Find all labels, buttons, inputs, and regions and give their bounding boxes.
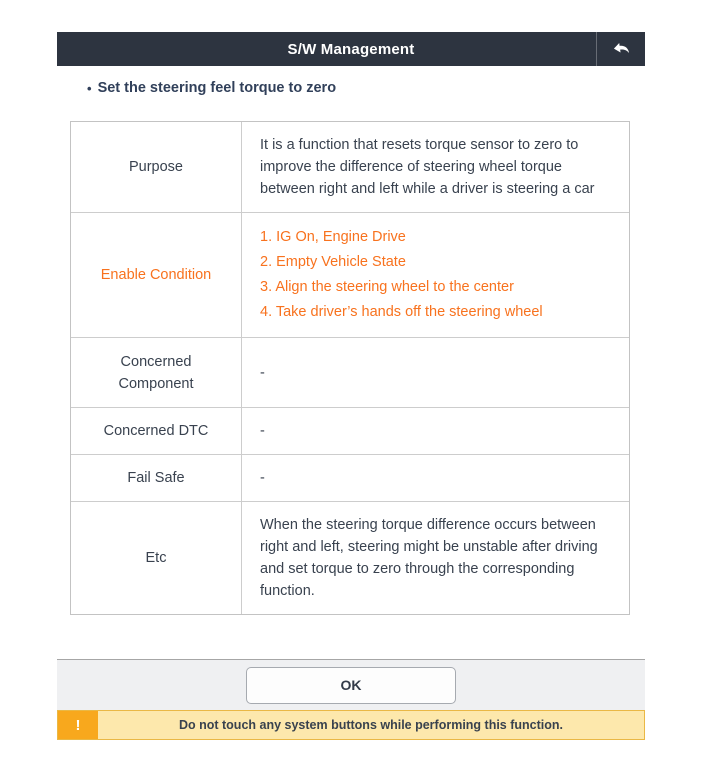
table-row [71,122,629,213]
warning-exclamation-icon: ! [58,711,98,739]
page-title: S/W Management [287,40,415,58]
row-value-line: 3. Align the steering wheel to the center [260,279,514,295]
table-row [71,502,629,614]
row-value-line: It is a function that resets torque sensor to zero to improve the difference of steering wheel torque between right and left while a driver is steering a car [260,137,595,197]
title-bar [57,32,645,66]
warning-bar [57,710,645,740]
section-heading [87,80,336,97]
row-value-line: When the steering torque difference occurs between right and left, steering might be unstable after driving and set torque to zero through the corresponding function. [260,517,598,599]
warning-message: Do not touch any system buttons while performing this function. [178,718,564,732]
row-label: Fail Safe [71,455,242,501]
table-row [71,455,629,502]
row-value [242,502,629,614]
row-value [242,122,629,212]
row-value-line: - [260,423,265,439]
row-value-line: - [260,470,265,486]
row-label: Concerned DTC [71,408,242,454]
return-arrow-icon [610,40,631,58]
row-value [242,213,629,337]
row-value [242,338,629,407]
row-value-line: 1. IG On, Engine Drive [260,229,406,245]
table-row [71,338,629,408]
row-value-line: - [260,364,265,381]
row-value-line: 4. Take driver’s hands off the steering wheel [260,304,543,320]
row-label: Etc [71,502,242,614]
row-label: Purpose [71,122,242,212]
footer-band [57,659,645,710]
table-row [71,408,629,455]
row-label: Concerned Component [71,338,242,407]
row-value [242,408,629,454]
bullet-icon: • [87,81,92,96]
ok-button[interactable]: OK [246,667,456,704]
row-label: Enable Condition [71,213,242,337]
section-heading-label: Set the steering feel torque to zero [97,80,337,96]
return-button[interactable] [596,32,645,66]
function-info-table [70,121,630,615]
row-value-line: 2. Empty Vehicle State [260,254,406,270]
table-row [71,213,629,338]
row-value [242,455,629,501]
